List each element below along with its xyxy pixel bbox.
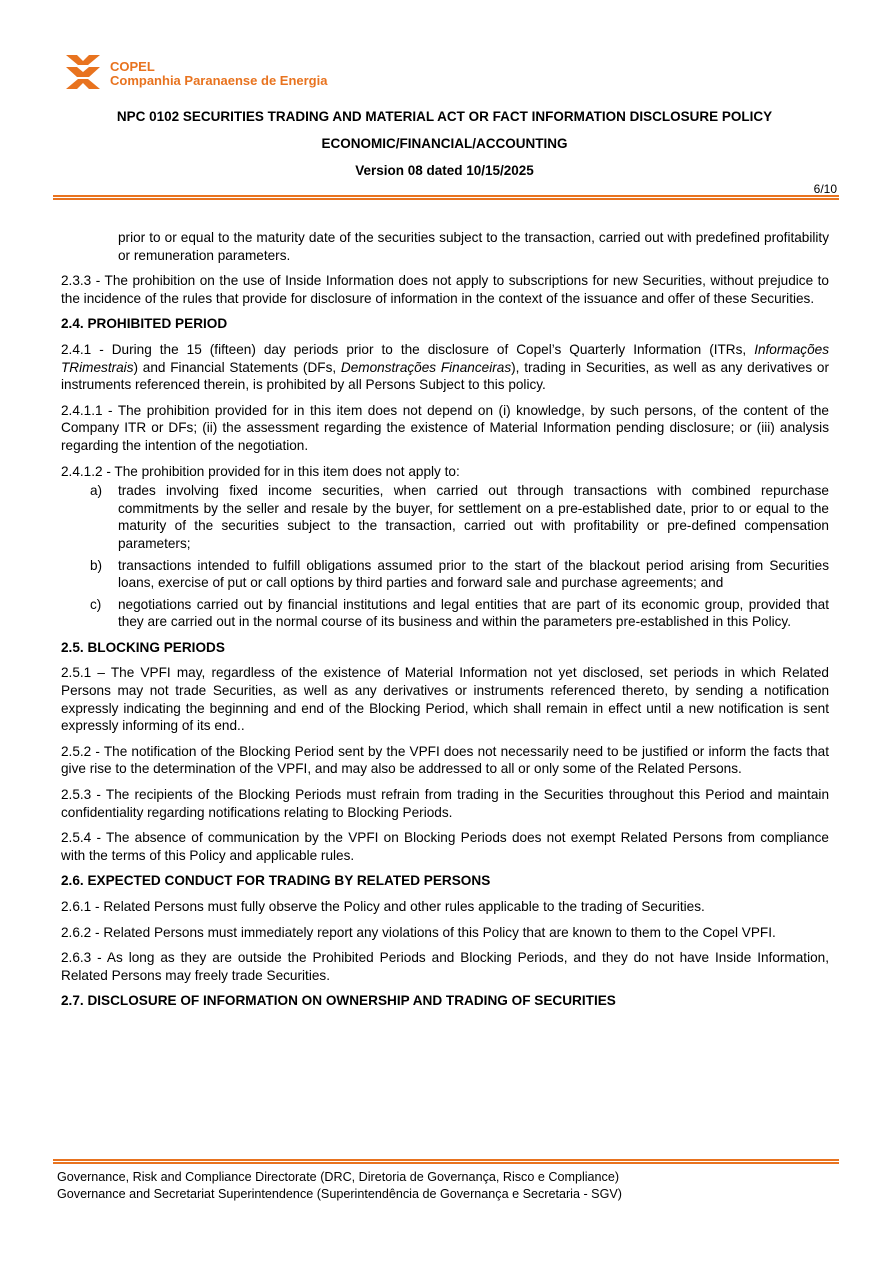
paragraph-2-4-1-2: 2.4.1.2 - The prohibition provided for in this item does not apply to: (61, 463, 460, 479)
paragraph-2-4-1 (61, 341, 829, 394)
paragraph-2-5-1: 2.5.1 – The VPFI may, regardless of the existence of Material Information not yet disclosed, set periods in which Related Persons may not trade Securities, as well as any derivatives or instruments referenced thereto, by sending a notification expressly indicating the beginning and end of the Blocking Period, which shall remain in effect until a new notification is sent expressly informing of its end.. (61, 665, 829, 734)
exception-list (61, 482, 829, 631)
document-category: ECONOMIC/FINANCIAL/ACCOUNTING (321, 136, 568, 151)
paragraph-2-5-2: 2.5.2 - The notification of the Blocking Period sent by the VPFI does not necessarily need to be justified or inform the facts that give rise to the determination of the VPFI, and may also be addressed to all or only some of the Related Persons. (61, 743, 829, 777)
list-item-text: negotiations carried out by financial institutions and legal entities that are part of its economic group, provided that they are carried out in the normal course of its business and within the parameters pre-established in this Policy. (118, 596, 829, 630)
list-item-text: trades involving fixed income securities, when carried out through transactions with combined repurchase commitments by the seller and resale by the buyer, for settlement on a pre-established date, prior to or equal to the maturity of the securities subject to the transaction, carried out with profitability or pre-defined compensation parameters; (118, 483, 829, 551)
list-item (61, 557, 829, 592)
paragraph-2-4-1-1: 2.4.1.1 - The prohibition provided for in this item does not depend on (i) knowledge, by such persons, of the content of the Company ITR or DFs; (ii) the assessment regarding the existence of Material Information pending disclosure; or (iii) analysis regarding the intention of the negotiation. (61, 402, 829, 453)
section-heading-2-7: 2.7. DISCLOSURE OF INFORMATION ON OWNERSHIP AND TRADING OF SECURITIES (61, 993, 616, 1009)
paragraph-2-4-1-part-c: ) and Financial Statements (DFs, (133, 359, 341, 375)
document-body (61, 229, 829, 1018)
section-heading-2-4: 2.4. PROHIBITED PERIOD (61, 316, 228, 332)
list-item-text: transactions intended to fulfill obligations assumed prior to the start of the blackout period arising from Securities loans, exercise of put or call options by third parties and forward sale and purchase agreements; and (118, 557, 829, 591)
document-title: NPC 0102 SECURITIES TRADING AND MATERIAL ACT OR FACT INFORMATION DISCLOSURE POLICY (116, 109, 773, 124)
logo-subtitle: Companhia Paranaense de Energia (110, 73, 328, 88)
paragraph-2-6-1: 2.6.1 - Related Persons must fully observe the Policy and other rules applicable to the trading of Securities. (61, 899, 705, 914)
paragraph-2-5-4: 2.5.4 - The absence of communication by the VPFI on Blocking Periods does not exempt Related Persons from compliance with the terms of this Policy and applicable rules. (61, 830, 829, 863)
list-item (61, 596, 829, 631)
logo-brand-name: COPEL (110, 59, 155, 74)
header-divider (53, 195, 839, 200)
paragraph-2-6-3: 2.6.3 - As long as they are outside the Prohibited Periods and Blocking Periods, and they do not have Inside Information, Related Persons may freely trade Securities. (61, 950, 829, 983)
footer-line-directorate: Governance, Risk and Compliance Directorate (DRC, Diretoria de Governança, Risco e Compliance) (57, 1170, 620, 1184)
section-heading-2-6: 2.6. EXPECTED CONDUCT FOR TRADING BY RELATED PERSONS (61, 873, 491, 889)
page-number: 6/10 (813, 182, 837, 196)
paragraph-2-4-1-part-e: ), trading in Securities, as well as any derivatives or instruments referenced therein, is prohibited by all Persons Subject to this policy. (61, 359, 829, 393)
document-version: Version 08 dated 10/15/2025 (355, 163, 534, 178)
footer-line-superintendence: Governance and Secretariat Superintendence (Superintendência de Governança e Secretaria - SGV) (57, 1187, 622, 1201)
list-item (61, 482, 829, 552)
list-item-letter: a) (90, 483, 103, 499)
footer-divider (53, 1159, 839, 1164)
paragraph-2-4-1-term-itr: Informações TRimestrais (61, 341, 829, 375)
paragraph-2-4-1-part-a: 2.4.1 - During the 15 (fifteen) day periods prior to the disclosure of Copel’s Quarterly Information (ITRs, (61, 341, 755, 357)
section-heading-2-5: 2.5. BLOCKING PERIODS (61, 639, 225, 655)
list-item-letter: b) (90, 557, 103, 573)
paragraph-2-3-3: 2.3.3 - The prohibition on the use of Inside Information does not apply to subscriptions for new Securities, without prejudice to the incidence of the rules that provide for disclosure of information in the context of the issuance and offer of these Securities. (61, 273, 829, 306)
copel-logo-icon (64, 55, 102, 89)
paragraph-2-4-1-term-df: Demonstrações Financeiras (340, 359, 512, 375)
page-footer (57, 1169, 622, 1203)
paragraph-continued: prior to or equal to the maturity date of the securities subject to the transaction, carried out with predefined profitability or remuneration parameters. (118, 230, 829, 263)
list-item-letter: c) (90, 596, 102, 612)
paragraph-2-5-3: 2.5.3 - The recipients of the Blocking Periods must refrain from trading in the Securities throughout this Period and maintain confidentiality regarding notifications relating to Blocking Periods. (61, 787, 829, 820)
paragraph-2-6-2: 2.6.2 - Related Persons must immediately report any violations of this Policy that are known to them to the Copel VPFI. (61, 924, 776, 940)
